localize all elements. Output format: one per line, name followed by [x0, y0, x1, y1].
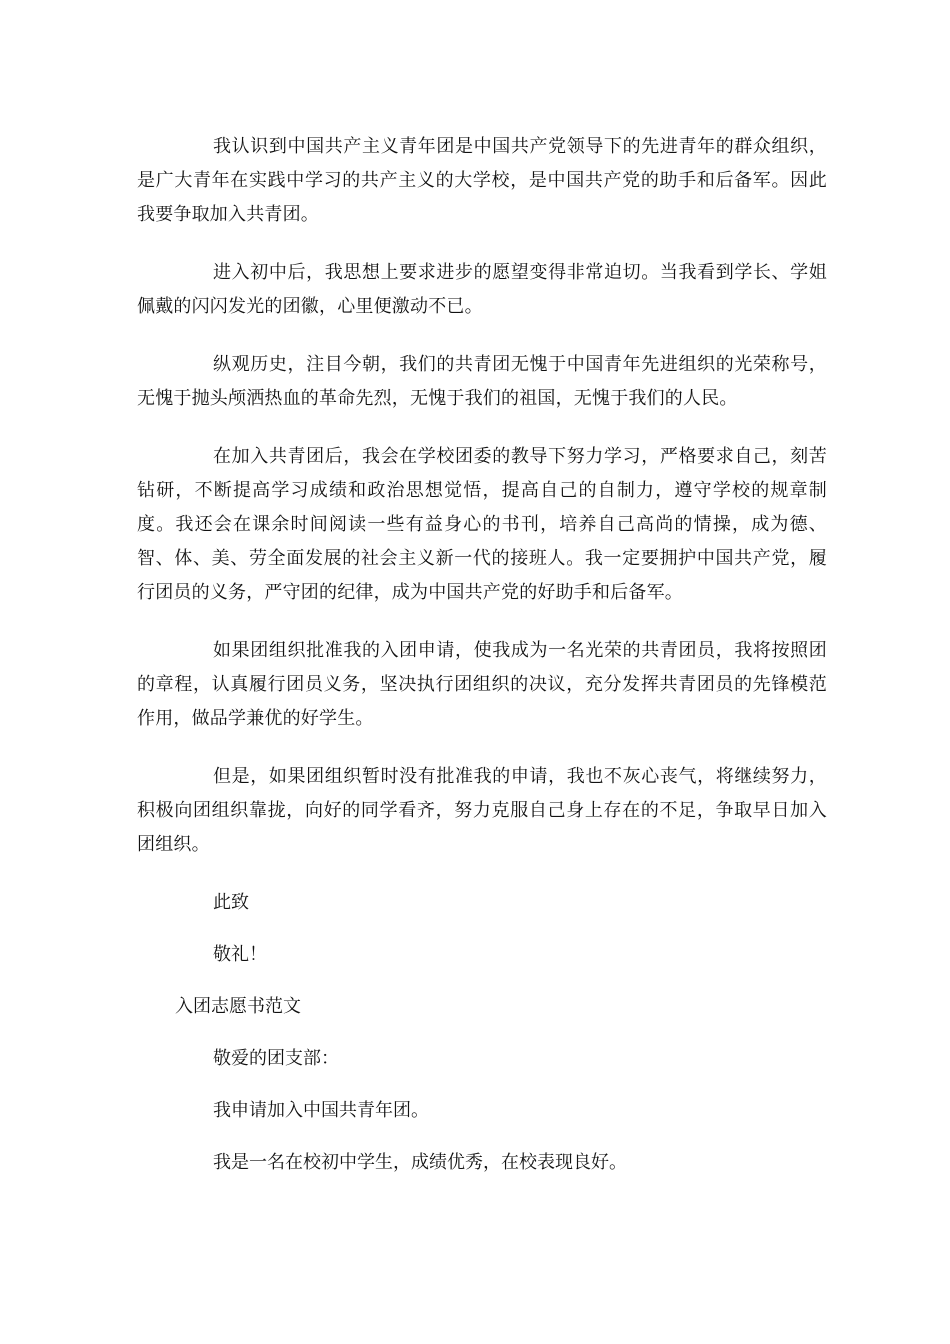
paragraph-1: 我认识到中国共产主义青年团是中国共产党领导下的先进青年的群众组织，是广大青年在实践中学习的共产主义的大学校，是中国共产党的助手和后备军。因此我要争取加入共青团。	[137, 136, 827, 225]
section-title: 入团志愿书范文	[175, 996, 301, 1017]
paragraph-5: 如果团组织批准我的入团申请，使我成为一名光荣的共青团员，我将按照团的章程，认真履行团员义务，坚决执行团组织的决议，充分发挥共青团员的先锋模范作用，做品学兼优的好学生。	[137, 640, 827, 729]
paragraph-6: 但是，如果团组织暂时没有批准我的申请，我也不灰心丧气，将继续努力，积极向团组织靠拢，向好的同学看齐，努力克服自己身上存在的不足，争取早日加入团组织。	[137, 766, 827, 855]
paragraph-4: 在加入共青团后，我会在学校团委的教导下努力学习，严格要求自己，刻苦钻研，不断提高学习成绩和政治思想觉悟，提高自己的自制力，遵守学校的规章制度。我还会在课余时间阅读一些有益身心的书刊，培养自己高尚的情操，成为德、智、体、美、劳全面发展的社会主义新一代的接班人。我一定要拥护中国共产党，履行团员的义务，严守团的纪律，成为中国共产党的好助手和后备军。	[137, 446, 827, 603]
salutation: 敬爱的团支部：	[213, 1048, 339, 1069]
closing-line-1: 此致	[213, 892, 249, 913]
paragraph-3: 纵观历史，注目今朝，我们的共青团无愧于中国青年先进组织的光荣称号，无愧于抛头颅洒热血的革命先烈，无愧于我们的祖国，无愧于我们的人民。	[137, 354, 827, 409]
closing-line-2: 敬礼！	[213, 944, 267, 965]
body-line-2: 我是一名在校初中学生，成绩优秀，在校表现良好。	[213, 1152, 627, 1173]
paragraph-2: 进入初中后，我思想上要求进步的愿望变得非常迫切。当我看到学长、学姐佩戴的闪闪发光的团徽，心里便激动不已。	[137, 262, 827, 317]
body-line-1: 我申请加入中国共青年团。	[213, 1100, 429, 1121]
document-body	[137, 130, 827, 1198]
